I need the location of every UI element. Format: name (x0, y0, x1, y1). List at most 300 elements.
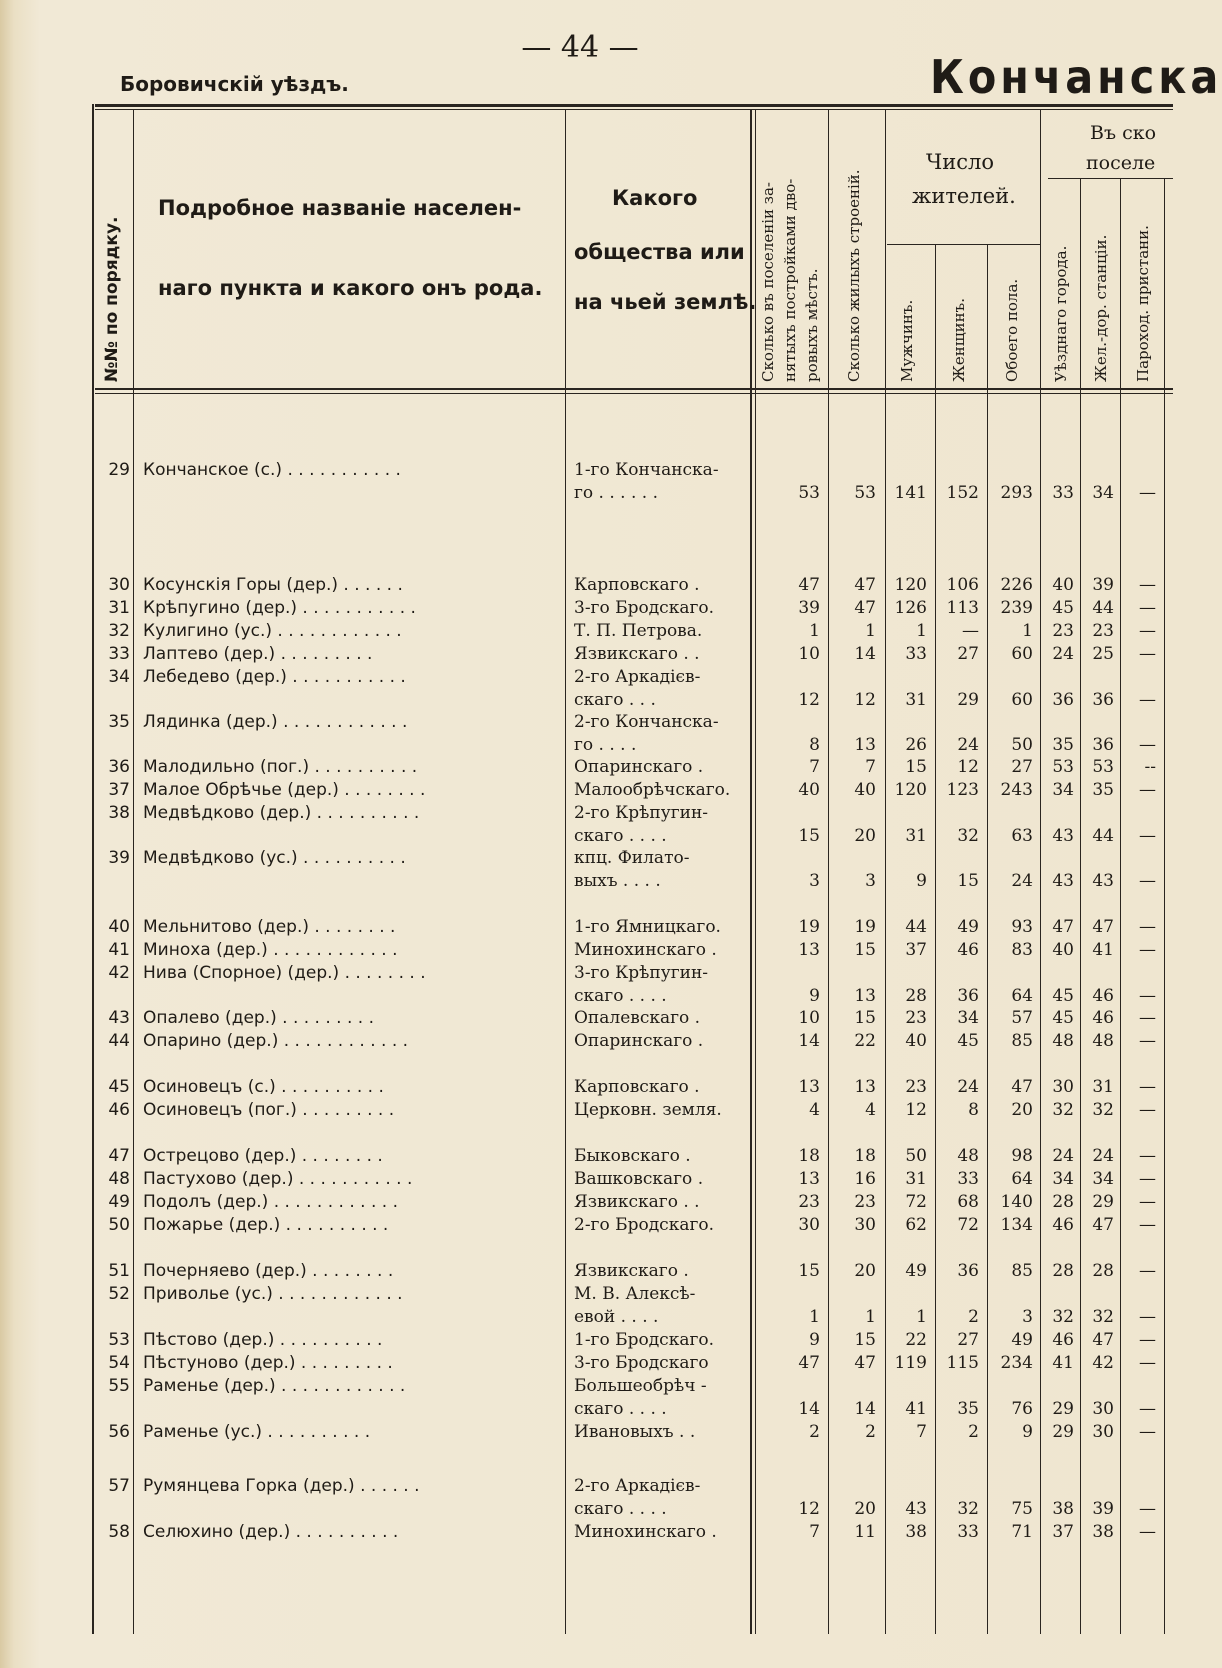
cell-pier: — (1139, 598, 1156, 618)
cell-both: 140 (1000, 1192, 1033, 1212)
cell-houses: 14 (854, 1399, 876, 1419)
cell-town: 45 (1052, 986, 1074, 1006)
settlement-name: Раменье (дер.) . . . . . . . . . . . . (143, 1376, 406, 1396)
society-line: Быковскаго . (574, 1146, 691, 1166)
row-number: 32 (108, 621, 130, 641)
settlement-name: Крѣпугино (дер.) . . . . . . . . . . . (143, 598, 416, 618)
cell-plots: 39 (798, 598, 820, 618)
cell-women: 113 (946, 598, 979, 618)
cell-rail: 41 (1092, 940, 1114, 960)
settlement-name: Кулигино (ус.) . . . . . . . . . . . . (143, 621, 402, 641)
cell-town: 32 (1052, 1307, 1074, 1327)
cell-women: 2 (968, 1422, 979, 1442)
header-society-line3: на чьей землѣ. (574, 290, 757, 314)
col-rule-society (750, 110, 752, 1634)
settlement-name: Раменье (ус.) . . . . . . . . . . (143, 1422, 371, 1442)
cell-pier: — (1139, 690, 1156, 710)
cell-pier: — (1139, 1031, 1156, 1051)
cell-plots: 13 (798, 1077, 820, 1097)
settlement-name: Пастухово (дер.) . . . . . . . . . . . (143, 1169, 413, 1189)
cell-rail: 47 (1092, 1215, 1114, 1235)
row-number: 51 (108, 1261, 130, 1281)
header-both-sexes: Обоего пола. (1003, 278, 1021, 382)
cell-pier: — (1139, 1192, 1156, 1212)
society-line: Карповскаго . (574, 1077, 700, 1097)
table-top-rule (95, 104, 1173, 107)
cell-pier: — (1139, 483, 1156, 503)
row-number: 56 (108, 1422, 130, 1442)
settlement-name: Осиновецъ (с.) . . . . . . . . . . (143, 1077, 384, 1097)
cell-men: 23 (905, 1077, 927, 1097)
society-line: го . . . . (574, 735, 637, 755)
cell-rail: 30 (1092, 1399, 1114, 1419)
cell-pier: — (1139, 1077, 1156, 1097)
cell-houses: 2 (865, 1422, 876, 1442)
cell-houses: 13 (854, 735, 876, 755)
cell-rail: 32 (1092, 1307, 1114, 1327)
cell-both: 24 (1011, 871, 1033, 891)
row-number: 35 (108, 712, 130, 732)
cell-town: 53 (1052, 757, 1074, 777)
society-line: Язвикскаго . (574, 1261, 689, 1281)
settlement-name: Нива (Спорное) (дер.) . . . . . . . . (143, 963, 426, 983)
society-line: скаго . . . . (574, 1399, 667, 1419)
cell-men: 38 (905, 1522, 927, 1542)
cell-both: 134 (1000, 1215, 1033, 1235)
cell-both: 83 (1011, 940, 1033, 960)
cell-men: 12 (905, 1100, 927, 1120)
cell-plots: 12 (798, 690, 820, 710)
col-rule-society-thin (755, 110, 756, 1634)
cell-rail: 46 (1092, 986, 1114, 1006)
cell-men: 141 (894, 483, 927, 503)
cell-both: 47 (1011, 1077, 1033, 1097)
cell-town: 43 (1052, 826, 1074, 846)
cell-plots: 1 (809, 621, 820, 641)
cell-plots: 8 (809, 735, 820, 755)
society-line: 3-го Бродскаго (574, 1353, 709, 1373)
cell-both: 64 (1011, 986, 1033, 1006)
row-number: 42 (108, 963, 130, 983)
cell-town: 45 (1052, 1008, 1074, 1028)
settlement-name: Опалево (дер.) . . . . . . . . . (143, 1008, 375, 1028)
society-line: выхъ . . . . (574, 871, 661, 891)
cell-men: 31 (905, 690, 927, 710)
cell-town: 36 (1052, 690, 1074, 710)
cell-women: 46 (957, 940, 979, 960)
col-rule-rail (1120, 178, 1121, 1634)
cell-women: 45 (957, 1031, 979, 1051)
cell-town: 24 (1052, 1146, 1074, 1166)
cell-women: 35 (957, 1399, 979, 1419)
cell-both: 20 (1011, 1100, 1033, 1120)
cell-women: 36 (957, 986, 979, 1006)
cell-pier: — (1139, 1422, 1156, 1442)
cell-houses: 16 (854, 1169, 876, 1189)
settlement-name: Малодильно (пог.) . . . . . . . . . . (143, 757, 418, 777)
row-number: 47 (108, 1146, 130, 1166)
society-line: кпц. Филато- (574, 848, 690, 868)
cell-plots: 2 (809, 1422, 820, 1442)
cell-town: 32 (1052, 1100, 1074, 1120)
cell-town: 48 (1052, 1031, 1074, 1051)
cell-rail: 44 (1092, 826, 1114, 846)
settlement-name: Приволье (ус.) . . . . . . . . . . . . (143, 1284, 403, 1304)
cell-both: 60 (1011, 690, 1033, 710)
cell-houses: 13 (854, 986, 876, 1006)
cell-town: 33 (1052, 483, 1074, 503)
cell-houses: 3 (865, 871, 876, 891)
cell-plots: 18 (798, 1146, 820, 1166)
cell-plots: 47 (798, 575, 820, 595)
cell-men: 120 (894, 780, 927, 800)
settlement-name: Пожарье (дер.) . . . . . . . . . . (143, 1215, 389, 1235)
cell-town: 43 (1052, 871, 1074, 891)
cell-men: 50 (905, 1146, 927, 1166)
cell-men: 33 (905, 644, 927, 664)
cell-men: 40 (905, 1031, 927, 1051)
cell-men: 37 (905, 940, 927, 960)
society-line: скаго . . . . (574, 986, 667, 1006)
settlement-name: Лаптево (дер.) . . . . . . . . . (143, 644, 373, 664)
cell-rail: 36 (1092, 735, 1114, 755)
society-line: 1-го Кончанска- (574, 460, 719, 480)
cell-houses: 23 (854, 1192, 876, 1212)
cell-houses: 15 (854, 940, 876, 960)
cell-houses: 30 (854, 1215, 876, 1235)
cell-men: 41 (905, 1399, 927, 1419)
cell-town: 40 (1052, 575, 1074, 595)
cell-pier: — (1139, 1169, 1156, 1189)
cell-plots: 23 (798, 1192, 820, 1212)
cell-men: 120 (894, 575, 927, 595)
cell-rail: 24 (1092, 1146, 1114, 1166)
cell-rail: 38 (1092, 1522, 1114, 1542)
cell-rail: 44 (1092, 598, 1114, 618)
header-plots-line2: нятыхъ постройками дво- (781, 178, 799, 382)
cell-rail: 28 (1092, 1261, 1114, 1281)
cell-rail: 43 (1092, 871, 1114, 891)
cell-town: 40 (1052, 940, 1074, 960)
row-number: 38 (108, 803, 130, 823)
cell-houses: 15 (854, 1008, 876, 1028)
settlement-name: Почерняево (дер.) . . . . . . . . (143, 1261, 394, 1281)
settlement-name: Опарино (дер.) . . . . . . . . . . . . (143, 1031, 409, 1051)
cell-plots: 9 (809, 986, 820, 1006)
settlement-name: Лебедево (дер.) . . . . . . . . . . . (143, 667, 406, 687)
row-number: 57 (108, 1476, 130, 1496)
header-distance-line1: Въ ско (1090, 122, 1157, 144)
header-bottom-rule-thin (95, 393, 1173, 394)
header-distance-line2: поселе (1086, 152, 1156, 174)
society-line: Язвикскаго . . (574, 1192, 700, 1212)
header-women: Женщинъ. (950, 298, 968, 382)
cell-both: 50 (1011, 735, 1033, 755)
cell-women: 8 (968, 1100, 979, 1120)
cell-houses: 4 (865, 1100, 876, 1120)
cell-plots: 15 (798, 826, 820, 846)
cell-men: 28 (905, 986, 927, 1006)
society-line: Большеобрѣч - (574, 1376, 707, 1396)
cell-women: 15 (957, 871, 979, 891)
col-rule-pier (1164, 178, 1165, 1634)
cell-houses: 20 (854, 826, 876, 846)
header-society-line2: общества или (574, 240, 745, 264)
cell-plots: 19 (798, 917, 820, 937)
header-name-line2: наго пункта и какого онъ рода. (158, 276, 543, 300)
cell-town: 47 (1052, 917, 1074, 937)
residents-subrule (887, 244, 1040, 245)
cell-rail: 34 (1092, 483, 1114, 503)
cell-plots: 30 (798, 1215, 820, 1235)
cell-houses: 15 (854, 1330, 876, 1350)
cell-both: 57 (1011, 1008, 1033, 1028)
society-line: Опаринскаго . (574, 757, 704, 777)
header-men: Мужчинъ. (898, 299, 916, 382)
cell-women: 12 (957, 757, 979, 777)
cell-town: 34 (1052, 1169, 1074, 1189)
row-number: 52 (108, 1284, 130, 1304)
cell-town: 46 (1052, 1215, 1074, 1235)
cell-men: 62 (905, 1215, 927, 1235)
row-number: 41 (108, 940, 130, 960)
header-row-number: №№ по порядку. (102, 216, 122, 382)
row-number: 46 (108, 1100, 130, 1120)
cell-men: 31 (905, 1169, 927, 1189)
cell-rail: 30 (1092, 1422, 1114, 1442)
col-rule-no (133, 110, 134, 1634)
society-line: 1-го Ямницкаго. (574, 917, 721, 937)
cell-houses: 47 (854, 575, 876, 595)
cell-rail: 35 (1092, 780, 1114, 800)
cell-pier: — (1139, 826, 1156, 846)
cell-plots: 13 (798, 940, 820, 960)
cell-both: 27 (1011, 757, 1033, 777)
cell-both: 1 (1022, 621, 1033, 641)
cell-men: 49 (905, 1261, 927, 1281)
society-line: скаго . . . . (574, 826, 667, 846)
row-number: 48 (108, 1169, 130, 1189)
cell-both: 64 (1011, 1169, 1033, 1189)
settlement-name: Пѣстово (дер.) . . . . . . . . . . (143, 1330, 383, 1350)
cell-rail: 29 (1092, 1192, 1114, 1212)
cell-rail: 42 (1092, 1353, 1114, 1373)
cell-both: 85 (1011, 1261, 1033, 1281)
cell-plots: 13 (798, 1169, 820, 1189)
society-line: М. В. Алексѣ- (574, 1284, 696, 1304)
cell-plots: 14 (798, 1399, 820, 1419)
cell-rail: 34 (1092, 1169, 1114, 1189)
cell-town: 23 (1052, 621, 1074, 641)
row-number: 53 (108, 1330, 130, 1350)
cell-town: 28 (1052, 1261, 1074, 1281)
cell-pier: — (1139, 1307, 1156, 1327)
cell-rail: 47 (1092, 917, 1114, 937)
cell-town: 46 (1052, 1330, 1074, 1350)
society-line: евой . . . . (574, 1307, 659, 1327)
cell-women: 29 (957, 690, 979, 710)
header-steamer-pier: Пароход. пристани. (1134, 225, 1152, 382)
cell-women: — (962, 621, 979, 641)
cell-women: 27 (957, 1330, 979, 1350)
cell-pier: — (1139, 644, 1156, 664)
settlement-name: Косунскія Горы (дер.) . . . . . . (143, 575, 403, 595)
cell-both: 75 (1011, 1499, 1033, 1519)
cell-women: 33 (957, 1522, 979, 1542)
cell-houses: 12 (854, 690, 876, 710)
settlement-name: Осиновецъ (пог.) . . . . . . . . . (143, 1100, 395, 1120)
cell-women: 34 (957, 1008, 979, 1028)
cell-pier: — (1139, 1499, 1156, 1519)
cell-town: 45 (1052, 598, 1074, 618)
header-plots-line1: Сколько въ поселеніи за- (759, 182, 777, 382)
cell-men: 22 (905, 1330, 927, 1350)
cell-both: 293 (1000, 483, 1033, 503)
cell-plots: 7 (809, 757, 820, 777)
settlement-name: Селюхино (дер.) . . . . . . . . . . (143, 1522, 399, 1542)
col-rule-name (565, 110, 566, 1634)
cell-town: 29 (1052, 1399, 1074, 1419)
header-name-line1: Подробное названіе населен- (158, 196, 522, 220)
cell-both: 243 (1000, 780, 1033, 800)
cell-men: 31 (905, 826, 927, 846)
cell-town: 37 (1052, 1522, 1074, 1542)
settlement-name: Медвѣдково (ус.) . . . . . . . . . . (143, 848, 406, 868)
cell-both: 98 (1011, 1146, 1033, 1166)
settlement-name: Кончанское (с.) . . . . . . . . . . . (143, 460, 401, 480)
page-number: — 44 — (521, 30, 639, 65)
cell-plots: 40 (798, 780, 820, 800)
row-number: 36 (108, 757, 130, 777)
settlement-name: Медвѣдково (дер.) . . . . . . . . . . (143, 803, 420, 823)
society-line: 2-го Аркадієв- (574, 1476, 701, 1496)
header-rail-station: Жел.-дор. станціи. (1092, 234, 1110, 382)
cell-town: 34 (1052, 780, 1074, 800)
cell-women: 36 (957, 1261, 979, 1281)
cell-pier: — (1139, 1330, 1156, 1350)
society-line: Опаринскаго . (574, 1031, 704, 1051)
row-number: 30 (108, 575, 130, 595)
cell-plots: 53 (798, 483, 820, 503)
cell-pier: — (1139, 1261, 1156, 1281)
cell-town: 28 (1052, 1192, 1074, 1212)
cell-both: 9 (1022, 1422, 1033, 1442)
cell-both: 234 (1000, 1353, 1033, 1373)
row-number: 43 (108, 1008, 130, 1028)
cell-pier: — (1139, 1522, 1156, 1542)
cell-women: 32 (957, 826, 979, 846)
society-line: Малообрѣчскаго. (574, 780, 731, 800)
cell-houses: 13 (854, 1077, 876, 1097)
cell-houses: 19 (854, 917, 876, 937)
cell-women: 24 (957, 1077, 979, 1097)
cell-houses: 1 (865, 1307, 876, 1327)
settlement-name: Мельнитово (дер.) . . . . . . . . (143, 917, 396, 937)
cell-houses: 40 (854, 780, 876, 800)
row-number: 44 (108, 1031, 130, 1051)
cell-men: 72 (905, 1192, 927, 1212)
cell-women: 123 (946, 780, 979, 800)
row-number: 29 (108, 460, 130, 480)
cell-houses: 47 (854, 1353, 876, 1373)
cell-rail: 39 (1092, 575, 1114, 595)
cell-women: 152 (946, 483, 979, 503)
cell-rail: 36 (1092, 690, 1114, 710)
cell-women: 68 (957, 1192, 979, 1212)
society-line: скаго . . . . (574, 1499, 667, 1519)
society-line: 3-го Крѣпугин- (574, 963, 709, 983)
cell-women: 49 (957, 917, 979, 937)
cell-town: 35 (1052, 735, 1074, 755)
society-line: Т. П. Петрова. (574, 621, 703, 641)
col-rule-plots (828, 110, 829, 1634)
row-number: 54 (108, 1353, 130, 1373)
society-line: Опалевскаго . (574, 1008, 701, 1028)
cell-women: 72 (957, 1215, 979, 1235)
cell-rail: 23 (1092, 621, 1114, 641)
cell-town: 41 (1052, 1353, 1074, 1373)
society-line: Минохинскаго . (574, 1522, 717, 1542)
cell-pier: — (1139, 621, 1156, 641)
cell-plots: 9 (809, 1330, 820, 1350)
cell-women: 115 (946, 1353, 979, 1373)
cell-men: 44 (905, 917, 927, 937)
volost-title: Кончанска (930, 50, 1222, 104)
row-number: 55 (108, 1376, 130, 1396)
cell-men: 15 (905, 757, 927, 777)
society-line: Язвикскаго . . (574, 644, 700, 664)
cell-pier: — (1139, 1008, 1156, 1028)
cell-rail: 53 (1092, 757, 1114, 777)
header-residents-line2: жителей. (912, 184, 1016, 208)
cell-houses: 14 (854, 644, 876, 664)
settlement-name: Малое Обрѣчье (дер.) . . . . . . . . (143, 780, 426, 800)
distance-subrule (1048, 178, 1173, 179)
cell-rail: 39 (1092, 1499, 1114, 1519)
cell-plots: 1 (809, 1307, 820, 1327)
cell-women: 48 (957, 1146, 979, 1166)
society-line: Карповскаго . (574, 575, 700, 595)
cell-town: 24 (1052, 644, 1074, 664)
row-number: 45 (108, 1077, 130, 1097)
row-number: 33 (108, 644, 130, 664)
row-number: 49 (108, 1192, 130, 1212)
cell-both: 76 (1011, 1399, 1033, 1419)
cell-houses: 18 (854, 1146, 876, 1166)
cell-both: 93 (1011, 917, 1033, 937)
cell-men: 119 (894, 1353, 927, 1373)
header-bottom-rule (95, 388, 1173, 390)
cell-pier: — (1139, 986, 1156, 1006)
society-line: 2-го Крѣпугин- (574, 803, 709, 823)
district-title: Боровичскій уѣздъ. (120, 72, 349, 96)
cell-houses: 22 (854, 1031, 876, 1051)
cell-women: 24 (957, 735, 979, 755)
settlement-name: Пѣстуново (дер.) . . . . . . . . . (143, 1353, 393, 1373)
cell-town: 30 (1052, 1077, 1074, 1097)
cell-women: 32 (957, 1499, 979, 1519)
cell-rail: 32 (1092, 1100, 1114, 1120)
society-line: Вашковскаго . (574, 1169, 704, 1189)
cell-houses: 1 (865, 621, 876, 641)
cell-pier: — (1139, 1399, 1156, 1419)
table-top-rule-thin (95, 109, 1173, 110)
cell-houses: 47 (854, 598, 876, 618)
header-plots-line3: ровыхъ мѣстъ. (803, 268, 821, 382)
cell-plots: 4 (809, 1100, 820, 1120)
cell-pier: — (1139, 780, 1156, 800)
cell-women: 33 (957, 1169, 979, 1189)
